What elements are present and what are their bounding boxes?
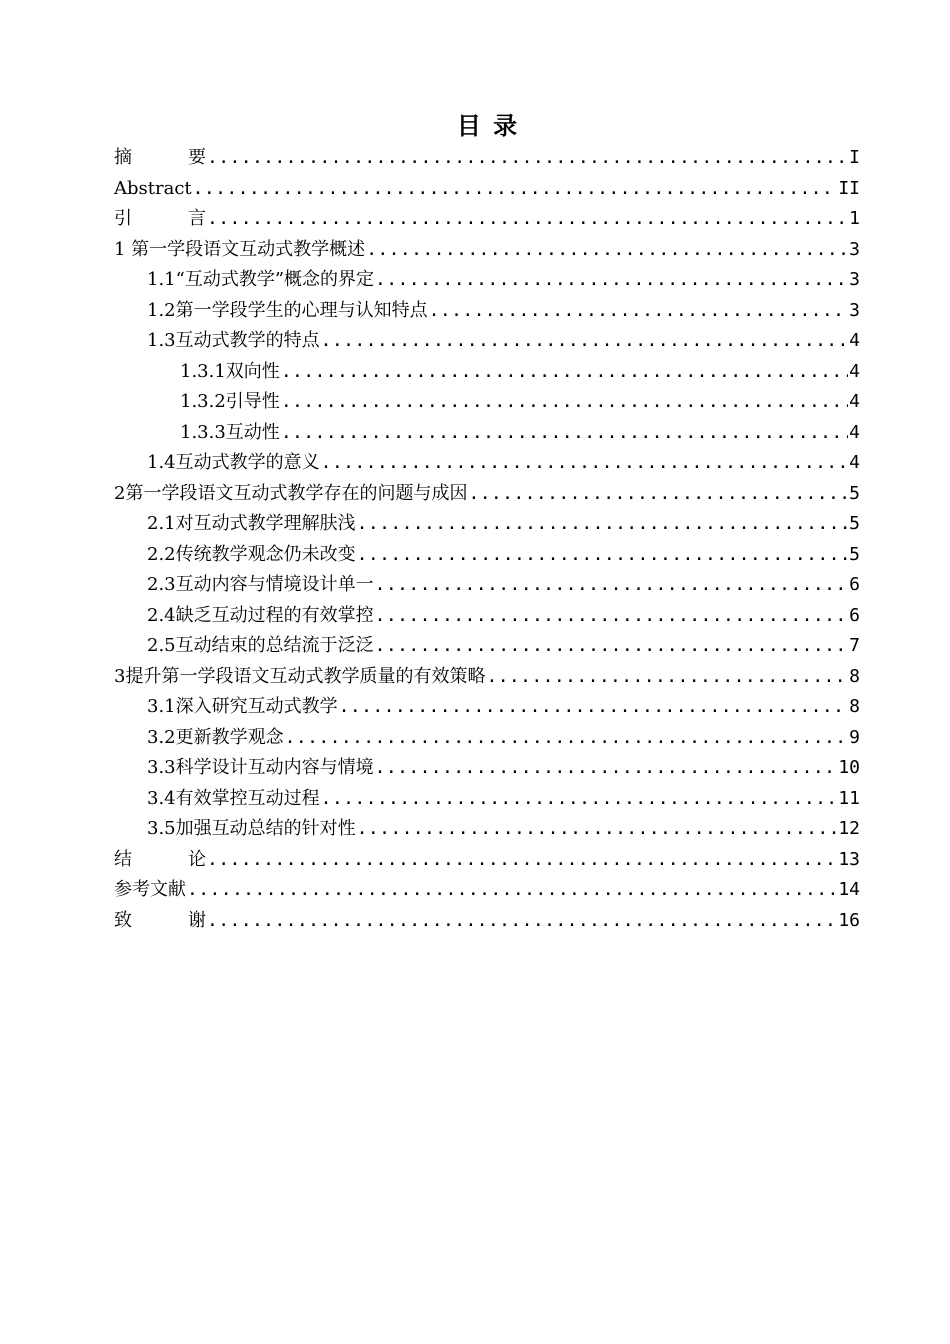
toc-leader-dots bbox=[375, 265, 848, 296]
toc-leader-dots bbox=[339, 692, 849, 723]
toc-entry-page: 5 bbox=[849, 513, 860, 534]
toc-entry-chapter-1[interactable] bbox=[114, 235, 860, 266]
toc-entry-abstract-cn[interactable] bbox=[114, 143, 860, 174]
toc-entry-acknowledgements[interactable] bbox=[114, 906, 860, 937]
toc-entry-page: 16 bbox=[838, 909, 860, 931]
toc-entry-page: 8 bbox=[849, 696, 860, 717]
toc-entry-2-5[interactable] bbox=[114, 631, 860, 662]
toc-leader-dots bbox=[321, 784, 838, 815]
toc-entry-2-4[interactable] bbox=[114, 601, 860, 632]
toc-leader-dots bbox=[207, 845, 837, 876]
toc-entry-chapter-3[interactable] bbox=[114, 662, 860, 693]
toc-entry-label: 参考文献 bbox=[114, 879, 186, 900]
toc-entry-page: 10 bbox=[838, 757, 860, 778]
toc-entry-3-1[interactable] bbox=[114, 692, 860, 723]
toc-leader-dots bbox=[375, 753, 838, 784]
toc-entry-label: 1.2第一学段学生的心理与认知特点 bbox=[147, 299, 428, 321]
toc-entry-label: 2.2传统教学观念仍未改变 bbox=[147, 543, 356, 565]
toc-entry-label: 致 谢 bbox=[114, 909, 206, 931]
toc-leader-dots bbox=[281, 357, 848, 388]
toc-entry-chapter-2[interactable] bbox=[114, 479, 860, 510]
toc-entry-label: 摘 要 bbox=[114, 147, 206, 168]
toc-entry-conclusion[interactable] bbox=[114, 845, 860, 876]
toc-entry-page: 6 bbox=[849, 574, 860, 595]
toc-entry-label: 2.4缺乏互动过程的有效掌控 bbox=[147, 604, 374, 626]
toc-entry-3-5[interactable] bbox=[114, 814, 860, 845]
toc-entry-abstract-en[interactable] bbox=[114, 174, 860, 205]
toc-leader-dots bbox=[281, 387, 848, 418]
toc-entry-references[interactable] bbox=[114, 875, 860, 906]
toc-entry-label: 3.3科学设计互动内容与情境 bbox=[147, 757, 374, 778]
toc-leader-dots bbox=[357, 509, 849, 540]
toc-leader-dots bbox=[357, 540, 849, 571]
toc-leader-dots bbox=[187, 875, 837, 906]
toc-title: 目 录 bbox=[456, 112, 520, 140]
toc-entry-page: 4 bbox=[849, 360, 860, 382]
toc-entry-label: 1.3.2引导性 bbox=[180, 391, 280, 412]
toc-entry-page: 4 bbox=[849, 330, 860, 351]
toc-entry-page: I bbox=[849, 147, 860, 168]
toc-entry-label: 2.5互动结束的总结流于泛泛 bbox=[147, 635, 374, 656]
toc-leader-dots bbox=[366, 235, 848, 266]
toc-entry-page: 13 bbox=[838, 848, 860, 870]
toc-leader-dots bbox=[486, 662, 848, 693]
toc-entry-label: 2.3互动内容与情境设计单一 bbox=[147, 574, 374, 595]
toc-entry-1-4[interactable] bbox=[114, 448, 860, 479]
toc-leader-dots bbox=[285, 723, 849, 754]
toc-leader-dots bbox=[281, 418, 848, 449]
toc-entry-page: 11 bbox=[838, 787, 860, 809]
toc-entry-page: 4 bbox=[849, 391, 860, 412]
toc-entry-1-3[interactable] bbox=[114, 326, 860, 357]
toc-entry-label: Abstract bbox=[114, 177, 192, 199]
toc-entry-page: 3 bbox=[849, 238, 860, 260]
toc-leader-dots bbox=[207, 204, 848, 235]
toc-leader-dots bbox=[321, 326, 849, 357]
toc-entry-page: II bbox=[838, 177, 860, 199]
toc-entry-page: 8 bbox=[849, 665, 860, 687]
toc-leader-dots bbox=[321, 448, 849, 479]
toc-entry-label: 3.1深入研究互动式教学 bbox=[147, 696, 338, 717]
toc-entry-3-4[interactable] bbox=[114, 784, 860, 815]
toc-leader-dots bbox=[375, 601, 849, 632]
toc-entry-page: 7 bbox=[849, 635, 860, 656]
toc-entry-page: 4 bbox=[849, 421, 860, 443]
toc-entry-page: 5 bbox=[849, 482, 860, 504]
toc-entry-1-1[interactable] bbox=[114, 265, 860, 296]
toc-entry-page: 5 bbox=[849, 543, 860, 565]
toc-leader-dots bbox=[429, 296, 849, 327]
toc-entry-page: 6 bbox=[849, 604, 860, 626]
toc-entry-1-3-1[interactable] bbox=[114, 357, 860, 388]
toc-entry-3-2[interactable] bbox=[114, 723, 860, 754]
toc-entry-2-3[interactable] bbox=[114, 570, 860, 601]
toc-entry-1-3-2[interactable] bbox=[114, 387, 860, 418]
toc-entry-page: 3 bbox=[849, 299, 860, 321]
toc-entry-page: 14 bbox=[838, 879, 860, 900]
toc-entry-label: 3提升第一学段语文互动式教学质量的有效策略 bbox=[114, 665, 486, 687]
toc-entry-1-2[interactable] bbox=[114, 296, 860, 327]
toc-entry-label: 1 第一学段语文互动式教学概述 bbox=[114, 238, 366, 260]
toc-entry-label: 结 论 bbox=[114, 848, 206, 870]
toc-entry-label: 1.3.3互动性 bbox=[180, 421, 280, 443]
toc-entry-label: 1.4互动式教学的意义 bbox=[147, 452, 320, 473]
toc-entry-label: 1.1“互动式教学”概念的界定 bbox=[147, 269, 375, 290]
toc-leader-dots bbox=[468, 479, 848, 510]
toc-leader-dots bbox=[193, 174, 838, 205]
toc-entry-label: 3.2更新教学观念 bbox=[147, 726, 284, 748]
toc-entry-2-2[interactable] bbox=[114, 540, 860, 571]
toc-entry-page: 12 bbox=[838, 818, 860, 839]
toc-entry-label: 3.4有效掌控互动过程 bbox=[147, 787, 320, 809]
toc-leader-dots bbox=[207, 906, 837, 937]
toc-entry-page: 3 bbox=[849, 269, 860, 290]
toc-entry-2-1[interactable] bbox=[114, 509, 860, 540]
toc-entry-introduction[interactable] bbox=[114, 204, 860, 235]
toc-entry-label: 引 言 bbox=[114, 208, 206, 229]
toc-entry-1-3-3[interactable] bbox=[114, 418, 860, 449]
toc-entry-label: 1.3.1双向性 bbox=[180, 360, 280, 382]
toc-entry-label: 3.5加强互动总结的针对性 bbox=[147, 818, 356, 839]
toc-leader-dots bbox=[357, 814, 838, 845]
toc-entry-label: 2第一学段语文互动式教学存在的问题与成因 bbox=[114, 482, 468, 504]
toc-entry-page: 9 bbox=[849, 726, 860, 748]
toc-entry-label: 2.1对互动式教学理解肤浅 bbox=[147, 513, 356, 534]
toc-leader-dots bbox=[207, 143, 848, 174]
toc-leader-dots bbox=[375, 570, 849, 601]
toc-entry-3-3[interactable] bbox=[114, 753, 860, 784]
toc-leader-dots bbox=[375, 631, 849, 662]
toc-entry-page: 4 bbox=[849, 452, 860, 473]
toc-entry-page: 1 bbox=[849, 208, 860, 229]
toc-entry-label: 1.3互动式教学的特点 bbox=[147, 330, 320, 351]
toc-list bbox=[114, 143, 860, 936]
